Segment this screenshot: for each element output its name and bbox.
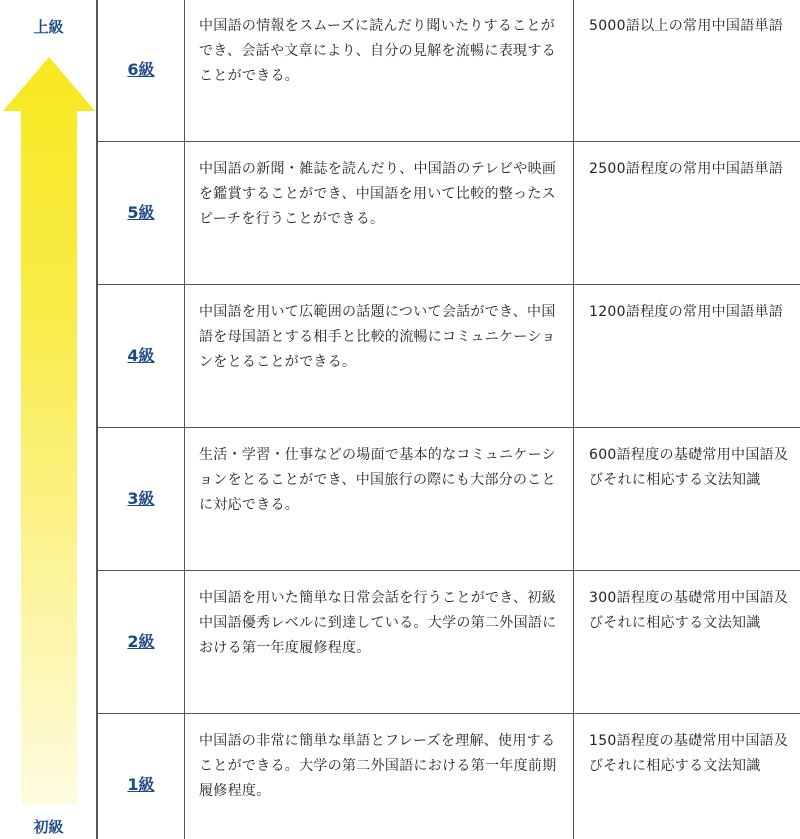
description-cell: 中国語を用いて広範囲の話題について会話ができ、中国語を母国語とする相手と比較的流暢にコミュニケーションをとることができる。 [185, 285, 574, 428]
description-cell: 生活・学習・仕事などの場面で基本的なコミュニケーションをとることができ、中国旅行の際にも大部分のことに対応できる。 [185, 428, 574, 571]
table-row [98, 285, 800, 428]
vocabulary-cell: 150語程度の基礎常用中国語及びそれに相応する文法知識 [574, 714, 800, 839]
table-row [98, 0, 800, 142]
description-cell: 中国語の新聞・雑誌を読んだり、中国語のテレビや映画を鑑賞することができ、中国語を用いて比較的整ったスピーチを行うことができる。 [185, 142, 574, 285]
vocabulary-cell: 600語程度の基礎常用中国語及びそれに相応する文法知識 [574, 428, 800, 571]
grade-link[interactable]: 3級 [127, 488, 155, 508]
level-arrow-column [0, 0, 97, 839]
vocabulary-cell: 1200語程度の常用中国語単語 [574, 285, 800, 428]
grade-cell [98, 0, 185, 142]
grade-link[interactable]: 5級 [127, 202, 155, 222]
description-cell: 中国語の情報をスムーズに読んだり聞いたりすることができ、会話や文章により、自分の見解を流暢に表現することができる。 [185, 0, 574, 142]
bottom-level-label: 初級 [33, 818, 64, 836]
table-row [98, 142, 800, 285]
grade-cell [98, 142, 185, 285]
grade-cell [98, 571, 185, 714]
grade-link[interactable]: 2級 [127, 631, 155, 651]
vocabulary-cell: 2500語程度の常用中国語単語 [574, 142, 800, 285]
grade-link[interactable]: 1級 [127, 774, 155, 794]
table-row [98, 714, 800, 839]
grade-cell [98, 285, 185, 428]
grade-link[interactable]: 6級 [127, 59, 155, 79]
grade-cell [98, 714, 185, 839]
vocabulary-cell: 300語程度の基礎常用中国語及びそれに相応する文法知識 [574, 571, 800, 714]
up-arrow-icon [0, 0, 97, 839]
top-level-label: 上級 [33, 18, 64, 36]
description-cell: 中国語を用いた簡単な日常会話を行うことができ、初級中国語優秀レベルに到達している。大学の第二外国語における第一年度履修程度。 [185, 571, 574, 714]
table-row [98, 428, 800, 571]
table-row [98, 571, 800, 714]
vocabulary-cell: 5000語以上の常用中国語単語 [574, 0, 800, 142]
grade-table [97, 0, 800, 839]
description-cell: 中国語の非常に簡単な単語とフレーズを理解、使用することができる。大学の第二外国語における第一年度前期履修程度。 [185, 714, 574, 839]
grade-cell [98, 428, 185, 571]
grade-link[interactable]: 4級 [127, 345, 155, 365]
